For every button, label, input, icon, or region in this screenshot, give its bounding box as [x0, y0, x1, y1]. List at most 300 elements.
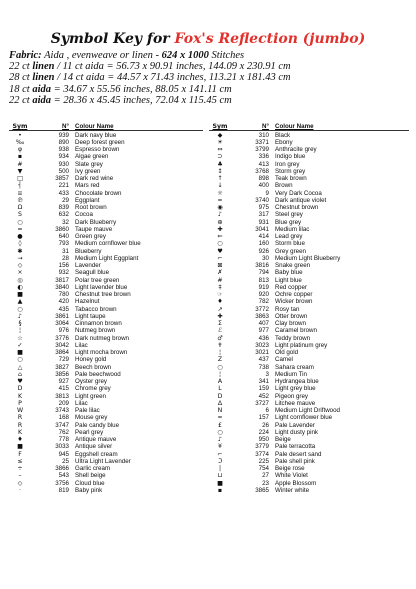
symbol-cell: D: [17, 385, 23, 393]
symbol-cell: D: [217, 392, 223, 400]
legend-row: [209, 226, 409, 233]
legend-row: [9, 306, 203, 313]
colour-name-cell: Sahara cream: [275, 363, 314, 371]
spec-text: Stitches: [208, 50, 245, 61]
dmc-number-cell: 738: [258, 363, 269, 371]
colour-name-cell: Pale desert sand: [275, 450, 322, 458]
colour-name-cell: Lilac: [75, 341, 88, 349]
colour-name-cell: Storm grey: [275, 167, 306, 175]
dmc-number-cell: 452: [258, 392, 269, 400]
colour-name-cell: Very Dark Cocoa: [275, 189, 322, 197]
colour-name-cell: Espresso brown: [75, 146, 120, 154]
symbol-cell: ♣: [217, 160, 223, 168]
spec-text: / 14 ct aida = 44.57 x 71.43 inches, 113.21 x 181.43 cm: [54, 72, 291, 84]
legend-row: [209, 422, 409, 429]
legend-row: [209, 233, 409, 240]
symbol-cell: ¦: [18, 327, 22, 335]
colour-name-cell: Mouse grey: [75, 414, 108, 422]
symbol-cell: K: [17, 392, 23, 400]
colour-name-cell: Medium Tin: [275, 370, 307, 378]
pattern-name: Fox's Reflection (jumbo): [174, 31, 366, 47]
colour-name-cell: Algae green: [75, 153, 109, 161]
dmc-number-cell: 3866: [55, 465, 69, 473]
symbol-cell: ⊕: [217, 218, 223, 226]
spec-text: 28 ct: [9, 72, 33, 84]
symbol-cell: ○: [17, 356, 23, 364]
legend-row: [9, 219, 203, 226]
symbol-cell: ≤: [17, 457, 23, 465]
legend-row: [9, 291, 203, 298]
dmc-number-cell: 3023: [255, 341, 269, 349]
dmc-number-cell: 640: [58, 233, 69, 241]
symbol-cell: ♦: [17, 436, 23, 444]
legend-row: [9, 204, 203, 211]
legend-row: [9, 378, 203, 385]
dmc-number-cell: 159: [258, 385, 269, 393]
dmc-number-cell: 3779: [255, 443, 269, 451]
legend-row: [9, 313, 203, 320]
dmc-number-cell: 3064: [55, 320, 69, 328]
legend-row: [9, 393, 203, 400]
dmc-number-cell: 3840: [55, 283, 69, 291]
legend-row: [9, 168, 203, 175]
legend-row: [209, 146, 409, 153]
dmc-number-cell: 3827: [55, 363, 69, 371]
dmc-number-cell: 156: [58, 262, 69, 270]
symbol-cell: ▪: [17, 153, 23, 161]
dmc-number-cell: 32: [62, 218, 69, 226]
colour-name-cell: Cinnamon brown: [75, 320, 122, 328]
dmc-number-cell: 794: [258, 269, 269, 277]
legend-row: [9, 255, 203, 262]
spec-text: 22 ct: [9, 61, 33, 73]
symbol-cell: ♥: [17, 378, 23, 386]
dmc-number-cell: 317: [258, 211, 269, 219]
dmc-number-cell: 3371: [255, 138, 269, 146]
legend-row: [9, 400, 203, 407]
symbol-cell: •: [18, 131, 22, 139]
legend-row: [9, 182, 203, 189]
spec-text: aida: [32, 94, 51, 106]
colour-name-cell: Clay brown: [275, 320, 306, 328]
dmc-number-cell: 3756: [55, 479, 69, 487]
symbol-cell: ℗: [16, 196, 24, 204]
symbol-cell: ○: [217, 428, 223, 436]
colour-name-cell: Medium Light Eggplant: [75, 254, 139, 262]
legend-row: [209, 480, 409, 487]
dmc-number-cell: 762: [58, 428, 69, 436]
symbol-cell: S: [18, 211, 22, 219]
dmc-number-cell: 420: [58, 298, 69, 306]
symbol-cell: ○: [17, 218, 23, 226]
legend-row: [9, 465, 203, 472]
spec-line: [9, 72, 409, 83]
symbol-cell: ⊠: [217, 262, 223, 270]
legend-row: [209, 248, 409, 255]
colour-name-cell: Light grey blue: [275, 385, 316, 393]
legend-row: [209, 327, 409, 334]
symbol-cell: R: [17, 421, 23, 429]
dmc-number-cell: 31: [62, 247, 69, 255]
dmc-number-cell: 754: [258, 465, 269, 473]
dmc-number-cell: 729: [58, 356, 69, 364]
legend-row: [209, 349, 409, 356]
colour-name-cell: Ultra Light Lavender: [75, 457, 131, 465]
legend-row: [209, 385, 409, 392]
legend-row: [9, 487, 203, 494]
symbol-cell: ■: [17, 349, 23, 357]
legend-row: [9, 240, 203, 247]
dmc-number-cell: 27: [262, 472, 269, 480]
colour-name-cell: Snake green: [275, 262, 311, 270]
spec-line: [9, 95, 409, 106]
dmc-number-cell: 209: [58, 399, 69, 407]
legend-row: [9, 385, 203, 392]
dmc-number-cell: 6: [265, 407, 269, 415]
legend-row: [209, 436, 409, 443]
legend-row: [209, 342, 409, 349]
dmc-number-cell: 221: [58, 182, 69, 190]
symbol-cell: ¦: [218, 370, 222, 378]
spec-text: Aida , evenweave or linen -: [41, 50, 162, 61]
name-header: Colour Name: [275, 123, 314, 130]
legend-row: [209, 393, 409, 400]
colour-name-cell: Green grey: [75, 233, 106, 241]
symbol-cell: Δ: [217, 399, 223, 407]
colour-name-cell: Slate grey: [75, 160, 103, 168]
colour-name-cell: Lavender: [75, 262, 101, 270]
legend-row: [209, 175, 409, 182]
colour-name-cell: Garlic cream: [75, 465, 111, 473]
symbol-cell: ○: [217, 363, 223, 371]
colour-name-cell: Medium cornflower blue: [75, 240, 141, 248]
symbol-cell: ¥: [218, 443, 222, 451]
spec-text: Fabric:: [9, 50, 42, 61]
legend-row: [209, 291, 409, 298]
legend-row: [9, 414, 203, 421]
legend-header: [209, 123, 409, 131]
dmc-number-cell: 932: [58, 269, 69, 277]
legend-row: [9, 407, 203, 414]
symbol-cell: ▼: [17, 167, 23, 175]
colour-name-cell: Chocolate brown: [75, 189, 122, 197]
legend-row: [9, 335, 203, 342]
legend-row: [9, 443, 203, 450]
colour-name-cell: Nutmeg brown: [75, 327, 116, 335]
symbol-cell: ♦: [217, 298, 223, 306]
dmc-number-cell: 3021: [255, 349, 269, 357]
colour-name-cell: Ebony: [275, 138, 293, 146]
dmc-number-cell: 780: [58, 291, 69, 299]
legend-row: [9, 364, 203, 371]
legend-row: [209, 211, 409, 218]
colour-name-cell: Dark antique violet: [275, 196, 327, 204]
symbol-cell: →: [17, 254, 23, 262]
legend-row: [209, 139, 409, 146]
colour-name-cell: Light platinum grey: [275, 341, 328, 349]
colour-name-cell: Medium Light Blueberry: [275, 254, 341, 262]
colour-name-cell: Anthracite grey: [275, 146, 317, 154]
colour-name-cell: Teddy brown: [275, 334, 311, 342]
legend-column-right: [209, 123, 409, 494]
colour-name-cell: Oyster grey: [75, 378, 107, 386]
colour-name-cell: Lilac: [75, 399, 88, 407]
colour-name-cell: Litchee mauve: [275, 399, 316, 407]
symbol-cell: £: [218, 421, 222, 429]
symbol-cell: ▲: [17, 298, 23, 306]
dmc-number-cell: 9: [265, 189, 269, 197]
colour-name-cell: Pale beechwood: [75, 370, 121, 378]
colour-name-cell: Dark red wine: [75, 175, 114, 183]
symbol-cell: Ω: [17, 204, 23, 212]
symbol-cell: ≡: [17, 189, 23, 197]
dmc-number-cell: 782: [258, 298, 269, 306]
dmc-number-cell: 919: [258, 283, 269, 291]
dmc-number-cell: 920: [258, 291, 269, 299]
colour-name-cell: Light lavender blue: [75, 283, 128, 291]
dmc-number-cell: 3740: [255, 196, 269, 204]
colour-name-cell: Pale lilac: [75, 407, 100, 415]
colour-name-cell: Baby pink: [75, 486, 103, 494]
dmc-number-cell: 945: [58, 450, 69, 458]
colour-name-cell: Eggshell cream: [75, 450, 118, 458]
colour-name-cell: Blue grey: [275, 218, 302, 226]
spec-text: linen: [32, 72, 55, 84]
symbol-cell: §: [18, 320, 22, 328]
sym-header: Sym: [12, 123, 28, 130]
spec-line: [9, 61, 409, 72]
symbol-cell: ✓: [17, 341, 23, 349]
dmc-number-cell: 3813: [55, 392, 69, 400]
legend-row: [209, 262, 409, 269]
dmc-number-cell: 934: [58, 153, 69, 161]
legend-row: [9, 356, 203, 363]
spec-text: aida: [32, 83, 51, 95]
symbol-cell: ℑ: [217, 457, 223, 465]
colour-name-cell: Antique mauve: [75, 436, 117, 444]
symbol-cell: ×: [17, 269, 23, 277]
colour-name-cell: Shell beige: [75, 472, 106, 480]
dmc-number-cell: 977: [258, 327, 269, 335]
legend-row: [209, 356, 409, 363]
colour-name-cell: Baby blue: [275, 269, 303, 277]
colour-name-cell: Iron grey: [275, 160, 300, 168]
symbol-cell: ⇔: [217, 146, 223, 154]
legend-row: [9, 472, 203, 479]
dmc-number-cell: 407: [258, 320, 269, 328]
symbol-cell: ⇐: [217, 233, 223, 241]
symbol-cell: ℰ: [218, 327, 222, 335]
symbol-cell: △: [17, 363, 23, 371]
dmc-number-cell: 28: [62, 254, 69, 262]
colour-name-cell: Dark nutmeg brown: [75, 334, 129, 342]
colour-name-cell: Taupe mauve: [75, 225, 113, 233]
colour-name-cell: Cloud blue: [75, 479, 105, 487]
symbol-cell: ✱: [17, 247, 23, 255]
dmc-number-cell: 414: [258, 233, 269, 241]
dmc-number-cell: 3799: [255, 146, 269, 154]
dmc-number-cell: 3033: [55, 443, 69, 451]
colour-name-cell: Beige rose: [275, 465, 305, 473]
legend-row: [9, 320, 203, 327]
dmc-number-cell: 3774: [255, 450, 269, 458]
dmc-number-cell: 3860: [55, 225, 69, 233]
dmc-number-cell: 926: [258, 247, 269, 255]
colour-name-cell: Winter white: [275, 486, 310, 494]
colour-name-cell: Steel grey: [275, 211, 303, 219]
dmc-number-cell: 413: [258, 160, 269, 168]
page-title: [0, 31, 416, 47]
legend-row: [209, 465, 409, 472]
symbol-cell: ○: [217, 240, 223, 248]
symbol-cell: ‰: [15, 138, 25, 146]
dmc-number-cell: 813: [258, 276, 269, 284]
legend-row: [209, 306, 409, 313]
legend-row: [209, 219, 409, 226]
symbol-cell: R: [17, 414, 23, 422]
colour-name-cell: Brown: [275, 182, 293, 190]
legend-row: [9, 277, 203, 284]
dmc-number-cell: 931: [258, 218, 269, 226]
colour-name-cell: Dark Blueberry: [75, 218, 117, 226]
colour-name-cell: Beech brown: [75, 363, 112, 371]
colour-name-cell: Camel: [275, 356, 293, 364]
symbol-cell: ☞: [217, 291, 223, 299]
legend-row: [209, 429, 409, 436]
dmc-number-cell: 3772: [255, 305, 269, 313]
colour-name-cell: Medium Light Driftwood: [275, 407, 340, 415]
legend-row: [9, 161, 203, 168]
dmc-number-cell: 3041: [255, 225, 269, 233]
legend-row: [209, 335, 409, 342]
legend-row: [9, 451, 203, 458]
dmc-number-cell: 898: [258, 175, 269, 183]
legend-row: [209, 132, 409, 139]
legend-row: [9, 371, 203, 378]
dmc-number-cell: 3727: [255, 399, 269, 407]
dmc-number-cell: 3856: [55, 370, 69, 378]
symbol-cell: ↓: [217, 182, 223, 190]
symbol-cell: ⊔: [217, 472, 223, 480]
dmc-number-cell: 927: [58, 378, 69, 386]
colour-name-cell: Pale terracotta: [275, 443, 316, 451]
symbol-cell: L: [218, 385, 222, 393]
colour-name-cell: Pigeon grey: [275, 392, 309, 400]
symbol-cell: ■: [17, 291, 23, 299]
legend-row: [9, 269, 203, 276]
symbol-cell: ☆: [17, 334, 23, 342]
legend-row: [209, 371, 409, 378]
symbol-cell: ≈: [217, 414, 223, 422]
spec-text: = 34.67 x 55.56 inches, 88.05 x 141.11 cm: [51, 83, 232, 95]
legend-row: [9, 197, 203, 204]
colour-name-cell: Chestnut brown: [275, 204, 319, 212]
symbol-cell: ☼: [217, 189, 223, 197]
colour-name-cell: Old gold: [275, 349, 299, 357]
symbol-cell: ◎: [17, 276, 23, 284]
colour-name-cell: Mars red: [75, 182, 100, 190]
legend-row: [209, 414, 409, 421]
dmc-number-cell: 778: [58, 436, 69, 444]
dmc-number-cell: 3863: [255, 312, 269, 320]
dmc-number-cell: 435: [58, 305, 69, 313]
legend-header: [9, 123, 203, 131]
symbol-cell: ↑: [217, 175, 223, 183]
legend-row: [209, 458, 409, 465]
colour-name-cell: Eggplant: [75, 196, 100, 204]
dmc-number-cell: 950: [258, 436, 269, 444]
symbol-cell: #: [17, 160, 23, 168]
spec-line: [9, 50, 409, 61]
fabric-specs: [9, 50, 409, 106]
dmc-number-cell: 341: [258, 378, 269, 386]
symbol-cell: K: [17, 428, 23, 436]
symbol-cell: #: [217, 276, 223, 284]
colour-name-cell: Honey gold: [75, 356, 107, 364]
colour-name-cell: Medium lilac: [275, 225, 310, 233]
symbol-cell: ·: [19, 486, 21, 494]
colour-name-cell: Pale shell pink: [275, 457, 315, 465]
symbol-cell: ✚: [217, 225, 223, 233]
spec-text: 624 x 1000: [161, 50, 209, 61]
symbol-cell: ◉: [217, 204, 223, 212]
colour-name-cell: Wicker brown: [275, 298, 313, 306]
symbol-cell: N: [217, 407, 223, 415]
symbol-cell: A: [217, 378, 223, 386]
dmc-number-cell: 3864: [55, 349, 69, 357]
colour-name-cell: Hydrangea blue: [275, 378, 319, 386]
dmc-number-cell: 23: [262, 479, 269, 487]
legend-row: [9, 211, 203, 218]
colour-name-cell: Apple Blossom: [275, 479, 317, 487]
colour-name-cell: Pale candy blue: [75, 421, 120, 429]
symbol-cell: ♪: [218, 436, 222, 444]
dmc-number-cell: 976: [58, 327, 69, 335]
legend-row: [9, 153, 203, 160]
dmc-number-cell: 819: [58, 486, 69, 494]
legend-row: [9, 284, 203, 291]
legend-row: [209, 400, 409, 407]
colour-name-cell: Light cornflower blue: [275, 414, 333, 422]
symbol-cell: ●: [17, 233, 23, 241]
dmc-number-cell: 839: [58, 204, 69, 212]
colour-name-cell: Caramel brown: [275, 327, 317, 335]
dmc-number-cell: 433: [58, 189, 69, 197]
colour-name-cell: Deep forest green: [75, 138, 125, 146]
symbol-cell: ✗: [217, 269, 223, 277]
dmc-number-cell: 3768: [255, 167, 269, 175]
colour-name-cell: Polar tree green: [75, 276, 120, 284]
dmc-number-cell: 938: [58, 146, 69, 154]
dmc-number-cell: 224: [258, 428, 269, 436]
colour-name-cell: Lead grey: [275, 233, 303, 241]
legend-row: [9, 327, 203, 334]
dmc-number-cell: 437: [258, 356, 269, 364]
symbol-cell: ♥: [217, 247, 223, 255]
legend-row: [9, 262, 203, 269]
symbol-cell: ◐: [17, 283, 23, 291]
symbol-cell: ┤: [18, 182, 22, 190]
legend-row: [209, 240, 409, 247]
legend-row: [9, 342, 203, 349]
dmc-number-cell: 157: [258, 414, 269, 422]
colour-name-cell: Red copper: [275, 283, 307, 291]
dmc-number-cell: 160: [258, 240, 269, 248]
dmc-number-cell: 30: [262, 254, 269, 262]
dmc-number-cell: 632: [58, 211, 69, 219]
colour-name-cell: Pale Lavender: [275, 421, 315, 429]
colour-name-cell: Storm blue: [275, 240, 305, 248]
